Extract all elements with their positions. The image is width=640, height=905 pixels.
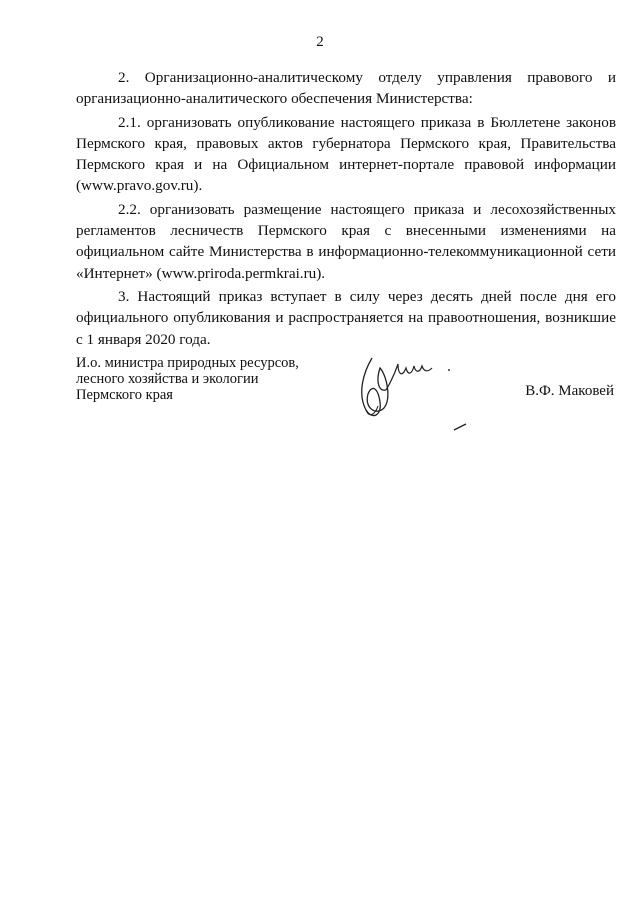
signatory-position-line-1: И.о. министра природных ресурсов, [76,355,299,371]
paragraph-2: 2. Организационно-аналитическому отделу управления правового и организационно-аналитического обеспечения Министерства: [76,69,616,108]
signatory-position-line-3: Пермского края [76,387,173,403]
signatory-position [76,355,299,403]
paragraph-3: 3. Настоящий приказ вступает в силу через десять дней после дня его официального опубликования и распространяется на правоотношения, возникшие с 1 января 2020 года. [76,287,616,348]
document-body [76,67,616,352]
paragraph-2-2: 2.2. организовать размещение настоящего приказа и лесохозяйственных регламентов лесничеств Пермского края с внесенными изменениями на официальном сайте Министерства в информационно-телекоммуникационной сети «Интернет» (www.priroda.permkrai.ru). [76,200,616,282]
page-number: 2 [316,34,324,50]
signature-dot [448,369,450,371]
signatory-position-line-2: лесного хозяйства и экологии [76,371,259,387]
paragraph-2-1: 2.1. организовать опубликование настоящего приказа в Бюллетене законов Пермского края, правовых актов губернатора Пермского края, Правительства Пермского края и на Официальном интернет-портале правовой информации (www.pravo.gov.ru). [76,113,616,195]
signatory-name: В.Ф. Маковей [525,383,614,399]
handwritten-signature [352,350,482,440]
